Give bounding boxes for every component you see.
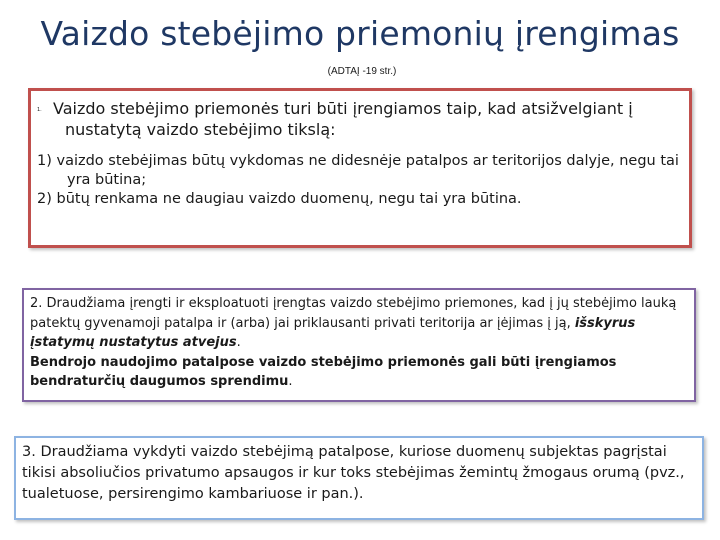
- section-1-marker: 1.: [37, 106, 42, 113]
- section-1-lead-text: Vaizdo stebėjimo priemonės turi būti įrengiamos taip, kad atsižvelgiant į nustatytą vaizdo stebėjimo tikslą:: [53, 99, 633, 139]
- section-2-box: [22, 288, 696, 402]
- section-1-item: 1) vaizdo stebėjimas būtų vykdomas ne didesnėje patalpos ar teritorijos dalyje, negu tai yra būtina;: [37, 152, 679, 188]
- section-2-emphasis: išskyrus įstatymų nustatytus atvejus: [30, 315, 636, 350]
- section-1-box: [28, 88, 692, 248]
- section-1-lead: [37, 99, 679, 140]
- section-3-text: 3. Draudžiama vykdyti vaizdo stebėjimą patalpose, kuriose duomenų subjektas pagrįstai tikisi absoliučios privatumo apsaugos ir kur toks stebėjimas žemintų žmogaus orumą (pvz., tualetuose, persirengimo kambariuose ir pan.).: [22, 444, 685, 502]
- section-1-list: [37, 152, 679, 209]
- slide-title: Vaizdo stebėjimo priemonių įrengimas: [40, 14, 680, 53]
- slide-subtitle: (ADTAĮ -19 str.): [327, 66, 397, 77]
- section-2-bold-note-end: .: [288, 374, 293, 389]
- section-2-bold-note: Bendrojo naudojimo patalpose vaizdo stebėjimo priemonės gali būti įrengiamos bendraturčių daugumos sprendimu: [30, 354, 617, 389]
- section-2-text-end: .: [236, 335, 241, 350]
- section-2-text: 2. Draudžiama įrengti ir eksploatuoti įrengtas vaizdo stebėjimo priemones, kad į jų stebėjimo lauką patektų gyvenamoji patalpa ir (arba) jai priklausanti privati teritorija ar įėjimas į ją,: [30, 296, 677, 331]
- section-3-box: [14, 436, 704, 520]
- section-1-item: 2) būtų renkama ne daugiau vaizdo duomenų, negu tai yra būtina.: [37, 190, 522, 207]
